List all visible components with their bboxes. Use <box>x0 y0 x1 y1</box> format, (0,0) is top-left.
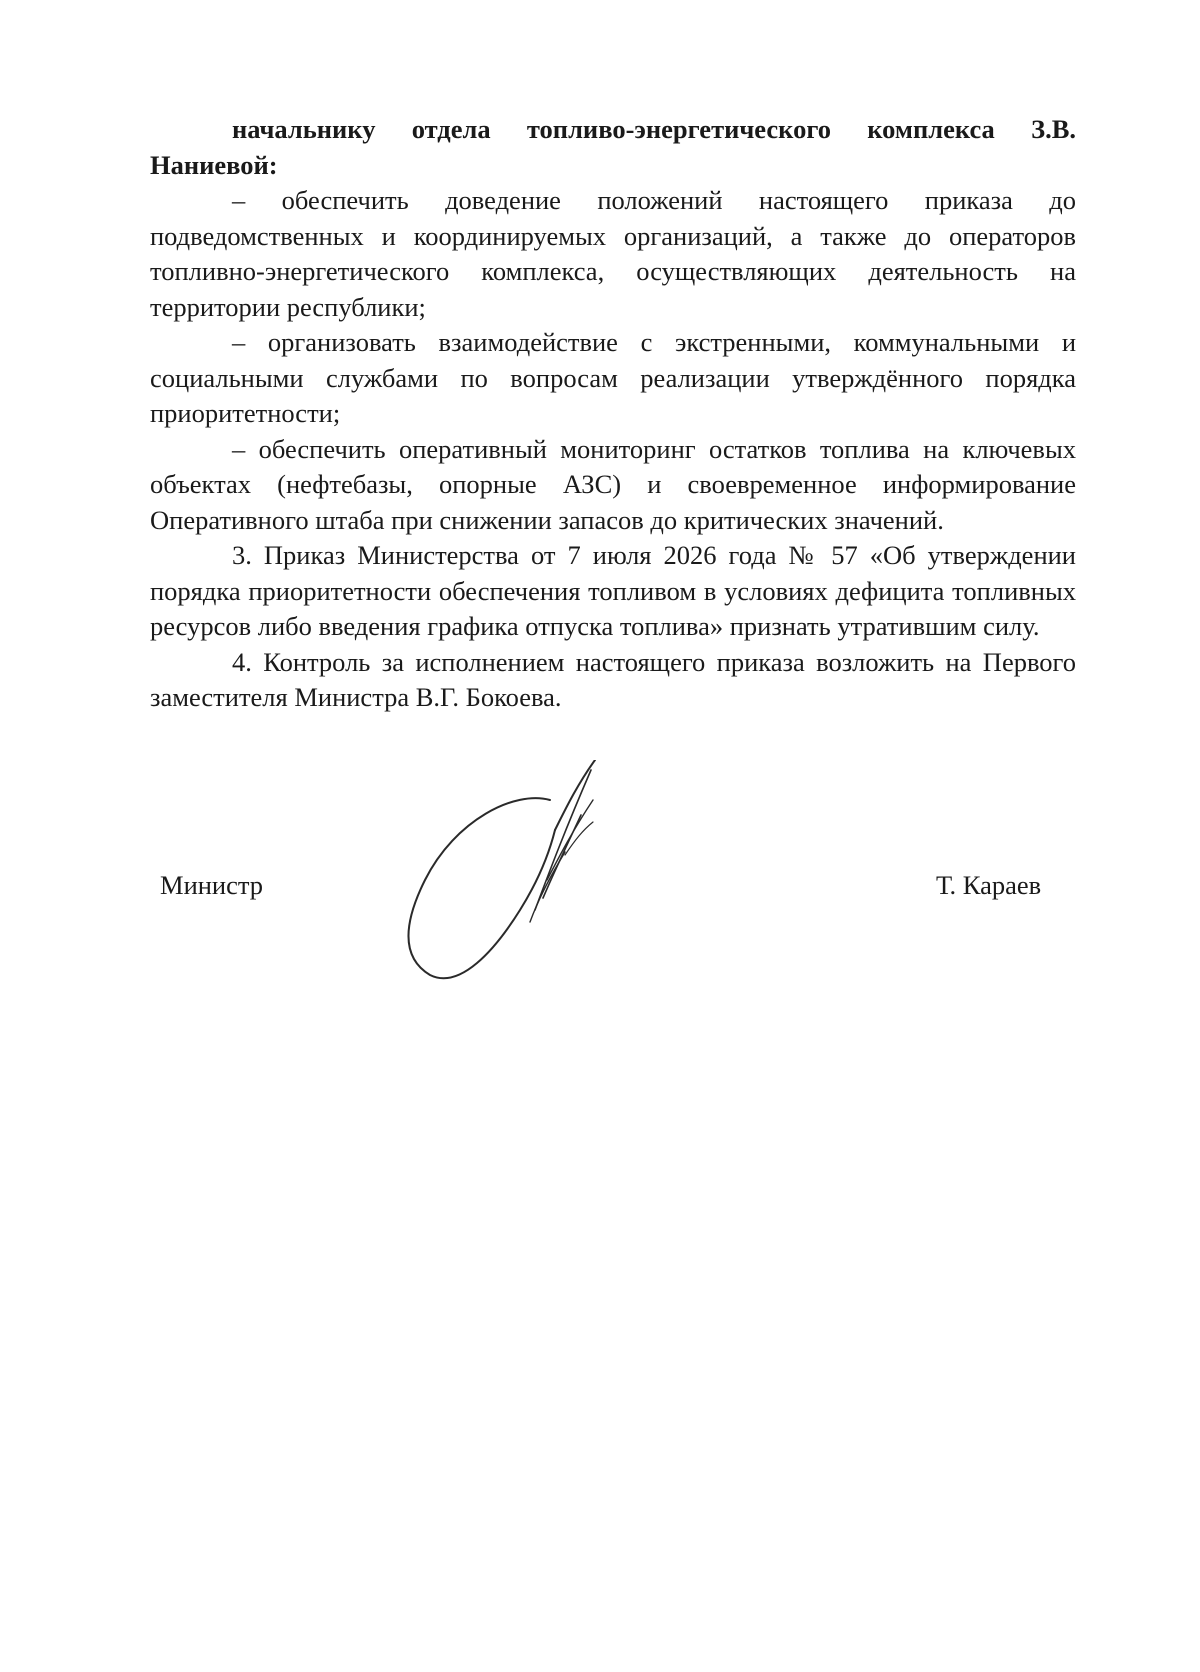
addressee-heading: начальнику отдела топливо-энергетического комплекса З.В. Наниевой: <box>150 114 1076 180</box>
signatory-role: Министр <box>160 870 264 900</box>
clause-4-control: 4. Контроль за исполнением настоящего приказа возложить на Первого заместителя Министра В.Г. Бокоева. <box>150 646 1076 712</box>
bullet-item-monitoring: – обеспечить оперативный мониторинг остатков топлива на ключевых объектах (нефтебазы, опорные АЗС) и своевременное информирование Оперативного штаба при снижении запасов до критических значений. <box>150 433 1076 535</box>
document-body <box>150 112 1076 716</box>
bullet-item-communicate: – обеспечить доведение положений настоящего приказа до подведомственных и координируемых организаций, а также до операторов топливно-энергетического комплекса, осуществляющих деятельность на территории республики; <box>150 185 1076 322</box>
handwritten-signature-icon <box>405 760 665 1020</box>
bullet-item-cooperate: – организовать взаимодействие с экстренными, коммунальными и социальными службами по вопросам реализации утверждённого порядка приоритетности; <box>150 327 1076 428</box>
signature-block <box>0 760 1200 1020</box>
clause-3-revocation: 3. Приказ Министерства от 7 июля 2026 года № 57 «Об утверждении порядка приоритетности обеспечения топливом в условиях дефицита топливных ресурсов либо введения графика отпуска топлива» признать утратившим силу. <box>150 540 1076 641</box>
signatory-name: Т. Караев <box>936 870 1042 900</box>
